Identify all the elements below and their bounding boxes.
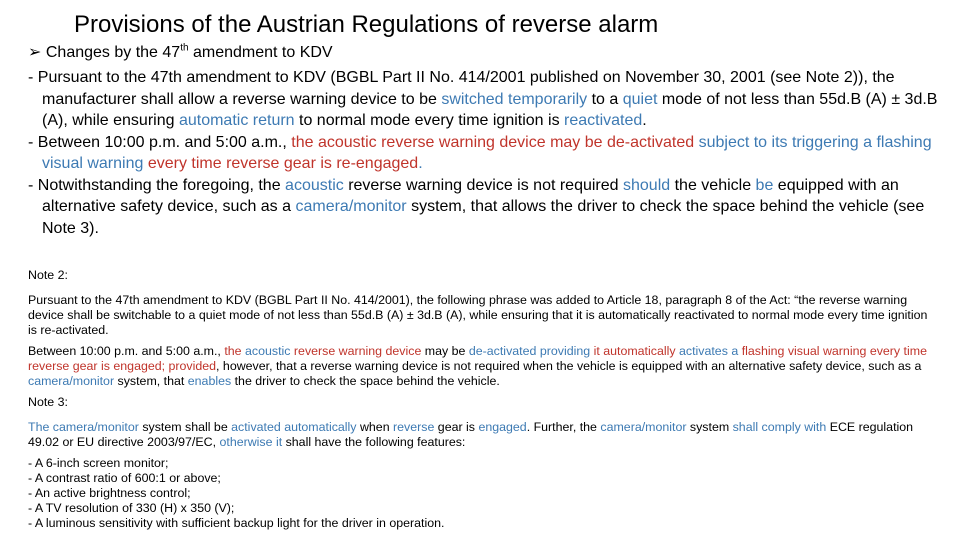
main-bullet-run: camera/monitor	[295, 198, 407, 215]
main-bullet-run: system, that allows the driver to check the space behind the vehicle (see Note 3).	[42, 198, 925, 237]
note-paragraph	[28, 420, 932, 450]
note-paragraph-run: . Further, the	[526, 420, 601, 434]
main-bullet-run: to normal mode every time ignition is	[294, 112, 565, 129]
main-bullet-run: - Pursuant to the 47th amendment to KDV (BGBL Part II No. 414/2001 published on November 30, 2001 (see Note 2)), the manufacturer shall allow a reverse warning device to be	[28, 69, 895, 108]
note-paragraph-run: Pursuant to the 47th amendment to KDV (BGBL Part II No. 414/2001), the following phrase was added to Article 18, paragraph 8 of the Act: “the reverse warning device shall be switchable to a quiet mode of not less than 55d.B (A) ± 3d.B (A), while ensuring that it is automatically reactivated to normal mode every time ignition is re-activated.	[28, 293, 928, 337]
note-paragraph-run: Between 10:00 p.m. and 5:00 a.m.,	[28, 344, 225, 358]
slide-title: Provisions of the Austrian Regulations of reverse alarm	[74, 11, 659, 38]
amendment-heading-text: Changes by the 47	[45, 44, 181, 61]
note-paragraph	[28, 268, 932, 283]
note-paragraph-run: - A 6-inch screen monitor;	[28, 456, 169, 470]
note-paragraph-run: system, that	[114, 374, 188, 388]
note-paragraph-run: camera/monitor	[600, 420, 687, 434]
main-bullet-run: switched temporarily	[441, 90, 588, 108]
note-paragraph-run: otherwise it	[219, 435, 283, 449]
main-bullet	[28, 175, 940, 240]
main-bullet-run: be	[755, 176, 774, 194]
note-paragraph-run: providing	[539, 344, 591, 358]
note-paragraph-run: when	[356, 420, 394, 434]
main-bullet-run: reverse warning device is not required	[343, 176, 623, 194]
main-bullet-run: .	[642, 112, 647, 129]
arrow-bullet-icon: ➢	[28, 44, 42, 61]
main-bullet-run: subject to its triggering a flashing visual warning	[42, 133, 932, 172]
main-bullet-run: automatic return	[178, 112, 295, 129]
note-paragraph-run: flashing visual warning	[741, 344, 867, 358]
main-bullet-run: acoustic	[285, 176, 344, 194]
amendment-heading	[28, 42, 333, 64]
main-bullet	[28, 67, 940, 132]
note-paragraph-run: reverse	[393, 420, 435, 434]
amendment-heading-sup: th	[180, 42, 189, 54]
note-paragraph-run: camera/monitor	[28, 374, 115, 388]
note-paragraph-run: engaged	[478, 420, 527, 434]
note-paragraph	[28, 501, 932, 516]
note-paragraph-run: gear is	[434, 420, 479, 434]
main-bullet-run: every time reverse gear is re-engaged	[147, 155, 419, 172]
note-paragraph-run: de-activated	[468, 344, 537, 358]
note-paragraph-run: The	[28, 420, 53, 434]
main-bullet-run: - Between 10:00 p.m. and 5:00 a.m.,	[28, 133, 292, 151]
note-paragraph-run: the driver to check the space behind the vehicle.	[231, 374, 500, 388]
note-paragraph-run: reverse warning device	[293, 344, 422, 358]
note-paragraph	[28, 344, 932, 389]
notes-section	[28, 268, 932, 531]
note-paragraph-run: - A luminous sensitivity with sufficient backup light for the driver in operation.	[28, 516, 445, 530]
note-paragraph	[28, 293, 932, 338]
note-paragraph-run: - A TV resolution of 330 (H) x 350 (V);	[28, 501, 235, 515]
main-bullet-run: - Notwithstanding the foregoing, the	[28, 176, 286, 194]
note-paragraph-run: ECE regulation 49.02 or EU directive 2003/97/EC,	[28, 420, 914, 449]
note-paragraph-run: shall have the following features:	[282, 435, 466, 449]
main-bullet-run: the vehicle	[670, 176, 756, 194]
main-bullet	[28, 132, 940, 175]
note-paragraph-run: , however, that a reverse warning device is not required when the vehicle is equipped with an alternative safety device, such as a	[216, 359, 922, 373]
main-bullet-run: equipped with an alternative safety device, such as a	[42, 176, 899, 215]
note-paragraph	[28, 471, 932, 486]
note-paragraph	[28, 516, 932, 531]
main-bullet-run: should	[623, 176, 671, 194]
main-bullet-run: reactivated	[564, 112, 643, 129]
note-paragraph-run: system shall be	[138, 420, 232, 434]
note-paragraph-run: Note 2:	[28, 268, 68, 282]
note-paragraph-run: activated automatically	[231, 420, 357, 434]
note-paragraph	[28, 486, 932, 501]
note-paragraph-run: system	[686, 420, 733, 434]
main-bullet-run: the acoustic reverse warning device may be de-activated	[291, 133, 695, 151]
note-paragraph-run: enables	[187, 374, 232, 388]
note-paragraph-run: - An active brightness control;	[28, 486, 191, 500]
note-paragraph-run: it automatically	[593, 344, 676, 358]
note-paragraph-run: Note 3:	[28, 395, 68, 409]
main-bullets	[28, 67, 940, 239]
note-paragraph-run: shall comply with	[732, 420, 827, 434]
note-paragraph-run: camera/monitor	[52, 420, 139, 434]
main-bullet-run: .	[418, 155, 423, 172]
note-paragraph	[28, 395, 932, 410]
note-paragraph-run: the	[224, 344, 242, 358]
note-paragraph-run: activates a	[679, 344, 739, 358]
note-paragraph-run: acoustic	[245, 344, 291, 358]
note-paragraph-run: - A contrast ratio of 600:1 or above;	[28, 471, 221, 485]
main-bullet-run: quiet	[622, 90, 658, 108]
note-paragraph	[28, 456, 932, 471]
main-bullet-run: to a	[587, 90, 623, 108]
main-bullet-run: mode of not less than 55d.B (A) ± 3d.B (A), while ensuring	[42, 90, 938, 129]
amendment-heading-tail: amendment to KDV	[188, 44, 333, 61]
note-paragraph-run: every time reverse gear is engaged; provided	[28, 344, 927, 373]
note-paragraph-run: may be	[421, 344, 469, 358]
